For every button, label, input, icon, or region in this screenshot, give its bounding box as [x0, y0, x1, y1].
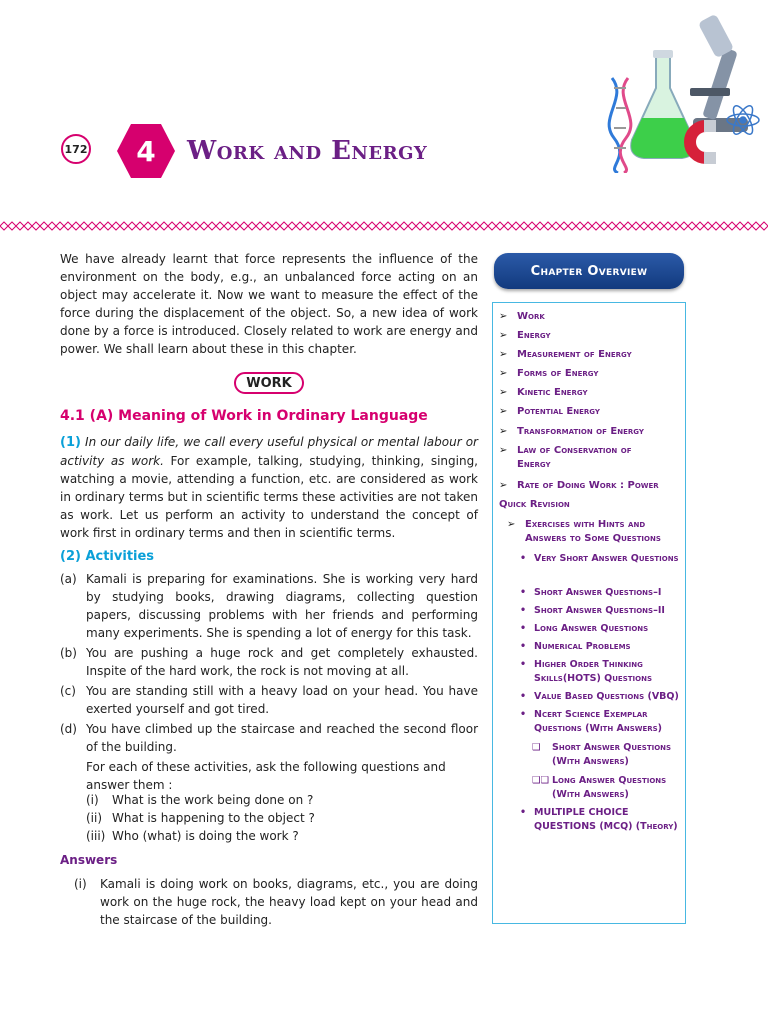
magnet-icon — [690, 120, 716, 164]
quick-revision: Quick Revision — [499, 499, 570, 510]
work-label: WORK — [234, 372, 304, 394]
overview-subitem: • Numerical Problems — [512, 640, 682, 654]
arrow-icon: ➢ — [499, 426, 508, 437]
bullet-icon: • — [519, 709, 527, 720]
arrow-icon: ➢ — [499, 406, 508, 417]
bullet-icon: • — [519, 807, 527, 818]
exercises-heading: ➢ Exercises with Hints and Answers to Some Questions — [507, 519, 661, 544]
activities-list — [60, 570, 478, 794]
checkbox-square-icon: ❑ — [532, 742, 541, 753]
science-illustration — [598, 8, 763, 173]
overview-subitem: • Higher Order Thinking Skills(HOTS) Questions — [512, 658, 682, 686]
paragraph-1-italic: In our daily life, we call every useful physical or mental labour or activity as work. — [60, 435, 478, 468]
paragraph-1-number: (1) — [60, 435, 81, 450]
bullet-icon: • — [519, 587, 527, 598]
activity-item: (d) You have climbed up the staircase and reached the second floor of the building. — [60, 722, 478, 754]
overview-item: ➢ Rate of Doing Work : Power — [499, 480, 659, 491]
question-item: (iii) Who (what) is doing the work ? — [86, 829, 299, 843]
page-number: 172 — [61, 134, 91, 164]
paragraph-1 — [60, 433, 478, 542]
questions-list — [86, 791, 476, 845]
overview-item: ➢ Forms of Energy — [499, 368, 599, 379]
arrow-icon: ➢ — [499, 349, 508, 360]
paragraph-1-text: For example, talking, studying, thinking, singing, watching a movie, attending a function, etc. are considered as work in ordinary terms but in scientific terms these activities are not taken as work. Let us perform an activity to understand the concept of work first in ordinary terms and then in scientific terms. — [60, 454, 478, 540]
arrow-icon: ➢ — [507, 519, 516, 530]
exemplar-item: ❑ Short Answer Questions (With Answers) — [532, 742, 672, 767]
overview-item: ➢ Measurement of Energy — [499, 349, 632, 360]
overview-item: ➢ Transformation of Energy — [499, 426, 644, 437]
overview-item: ➢ Potential Energy — [499, 406, 600, 417]
arrow-icon: ➢ — [499, 387, 508, 398]
intro-paragraph: We have already learnt that force represents the influence of the environment on the body, e.g., an unbalanced force acting on an object may accelerate it. Now we want to measure the effect of the force during the displacement of the object. So, a new idea of work done by a force is introduced. Closely related to work are energy and power. We shall learn about these in this chapter. — [60, 252, 478, 356]
arrow-icon: ➢ — [499, 445, 508, 456]
activity-item: (a) Kamali is preparing for examinations. She is working very hard by studying books, drawing diagrams, collecting question papers, discussing problems with her friends and performing many experiments. She is spending a lot of energy for this task. — [60, 572, 478, 640]
arrow-icon: ➢ — [499, 330, 508, 341]
overview-subitem: • Long Answer Questions — [512, 622, 682, 636]
bullet-icon: • — [519, 605, 527, 616]
section-heading: 4.1 (A) Meaning of Work in Ordinary Language — [60, 408, 428, 424]
exemplar-item: ❑❑ Long Answer Questions (With Answers) — [532, 775, 667, 800]
overview-subitem: • Value Based Questions (VBQ) — [512, 690, 682, 704]
bullet-icon: • — [519, 623, 527, 634]
question-item: (i) What is the work being done on ? — [86, 793, 314, 807]
chapter-number: 4 — [136, 134, 156, 168]
overview-item: ➢ Energy — [499, 330, 551, 341]
activities-heading: (2) Activities — [60, 549, 155, 564]
dna-helix-icon — [609, 78, 631, 173]
decorative-divider — [0, 220, 768, 232]
arrow-icon: ➢ — [499, 480, 508, 491]
overview-item: ➢ Work — [499, 311, 545, 322]
checkbox-square-icon: ❑❑ — [532, 775, 550, 786]
bullet-icon: • — [519, 659, 527, 670]
answer-1: (i) Kamali is doing work on books, diagrams, etc., you are doing work on the huge rock, the heavy load kept on your head and the staircase of the building. — [74, 877, 478, 927]
activity-item: (b) You are pushing a huge rock and get completely exhausted. Inspite of the hard work, the rock is not moving at all. — [60, 646, 478, 678]
overview-subitem: • Ncert Science Exemplar Questions (With Answers) — [512, 708, 682, 736]
activity-followup: For each of these activities, ask the following questions and answer them : — [86, 760, 446, 792]
arrow-icon: ➢ — [499, 368, 508, 379]
chapter-title: Work and Energy — [187, 136, 428, 166]
arrow-icon: ➢ — [499, 311, 508, 322]
overview-item: ➢ Law of Conservation of Energy — [499, 445, 632, 470]
question-item: (ii) What is happening to the object ? — [86, 811, 315, 825]
bullet-icon: • — [519, 691, 527, 702]
activity-item: (c) You are standing still with a heavy load on your head. You have exerted yourself and got tired. — [60, 684, 478, 716]
bullet-icon: • — [519, 553, 527, 564]
answers-heading: Answers — [60, 853, 118, 867]
bullet-icon: • — [519, 641, 527, 652]
overview-subitem: • Very Short Answer Questions — [512, 552, 682, 566]
overview-subitem: • MULTIPLE CHOICE QUESTIONS (MCQ) (Theory) — [512, 806, 682, 834]
overview-subitem: • Short Answer Questions–I — [512, 586, 682, 600]
overview-item: ➢ Kinetic Energy — [499, 387, 588, 398]
overview-subitem: • Short Answer Questions–II — [512, 604, 682, 618]
chapter-overview-title: Chapter Overview — [494, 253, 684, 289]
